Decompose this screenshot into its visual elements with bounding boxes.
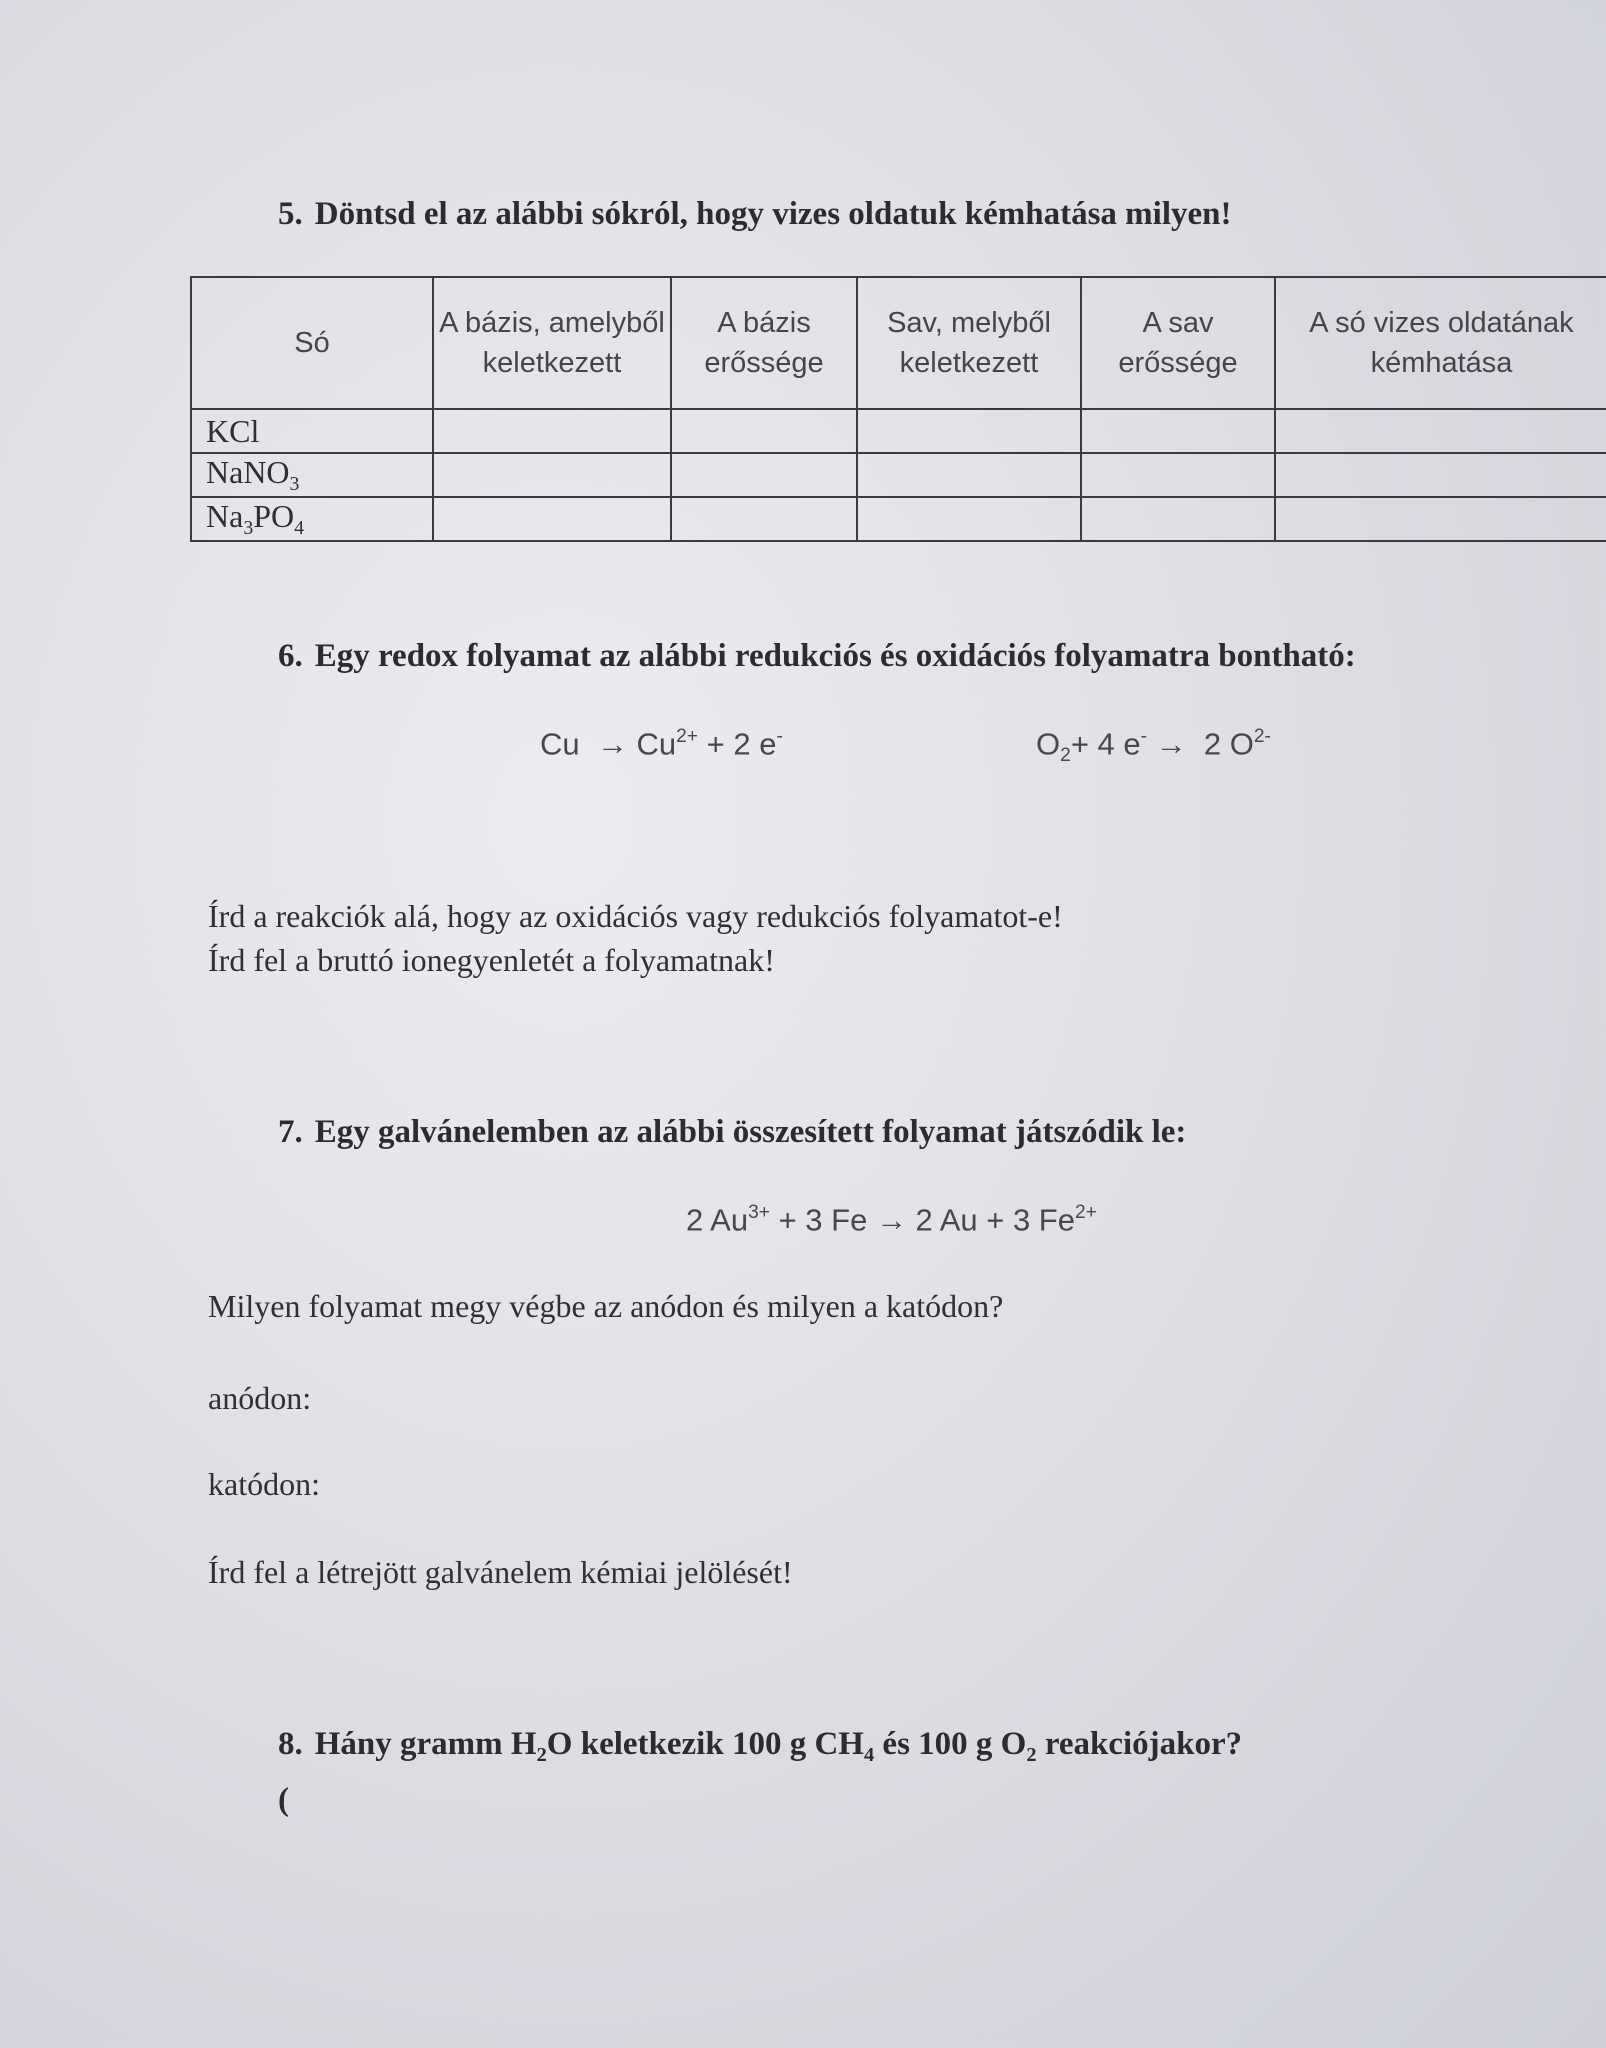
answer-cell[interactable] <box>433 453 671 497</box>
salt-cell: KCl <box>191 409 433 453</box>
question-7-title <box>278 1114 1186 1151</box>
question-5-text: Döntsd el az alábbi sókról, hogy vizes oldatuk kémhatása milyen! <box>314 196 1232 232</box>
question-8-mark: ( <box>278 1782 289 1818</box>
anode-label: anódon: <box>208 1380 312 1416</box>
galvanic-equation: 2 $Au^{3+} + 3$ Fe → 2 Au + 3 $Fe^{2+}$ <box>686 1202 1097 1238</box>
reduction-equation: $O_2+ 4$ e- → 2 $O^{2-}$ <box>1036 726 1271 767</box>
header-acid-strength: A sav erőssége <box>1081 277 1275 409</box>
question-7-number: 7. <box>278 1114 303 1150</box>
header-base: A bázis, amelyből keletkezett <box>433 277 671 409</box>
salt-table <box>190 276 1606 542</box>
answer-cell[interactable] <box>1081 409 1275 453</box>
answer-cell[interactable] <box>857 409 1081 453</box>
question-8-title: 8. Hány gramm $H_2O$ keletkezik 100 g $CH_4$ és 100 g $O_2$ reakciójakor? <box>278 1726 1243 1767</box>
table-row <box>191 497 1606 541</box>
question-8-number: 8. <box>278 1726 303 1762</box>
answer-cell[interactable] <box>433 497 671 541</box>
table-header-row <box>191 277 1606 409</box>
cathode-label: katódon: <box>208 1466 320 1502</box>
question-7-text: Egy galvánelemben az alábbi összesített folyamat játszódik le: <box>314 1114 1187 1150</box>
q6-instruction-1: Írd a reakciók alá, hogy az oxidációs vagy redukciós folyamatot-e! <box>208 898 1063 934</box>
answer-cell[interactable] <box>1275 453 1606 497</box>
answer-cell[interactable] <box>1275 497 1606 541</box>
question-6-number: 6. <box>278 638 303 674</box>
header-base-strength: A bázis erőssége <box>671 277 857 409</box>
answer-cell[interactable] <box>1081 497 1275 541</box>
q6-instruction-2: Írd fel a bruttó ionegyenletét a folyamatnak! <box>208 942 775 978</box>
table-row <box>191 409 1606 453</box>
answer-cell[interactable] <box>857 497 1081 541</box>
header-salt: Só <box>191 277 433 409</box>
answer-cell[interactable] <box>433 409 671 453</box>
header-acid: Sav, melyből keletkezett <box>857 277 1081 409</box>
answer-cell[interactable] <box>1275 409 1606 453</box>
answer-cell[interactable] <box>671 409 857 453</box>
answer-cell[interactable] <box>671 497 857 541</box>
answer-cell[interactable] <box>1081 453 1275 497</box>
salt-cell: $Na_3PO_4$ <box>191 497 433 541</box>
salt-cell: NaNO$_3$ <box>191 453 433 497</box>
question-5-title <box>278 196 1232 233</box>
table-row <box>191 453 1606 497</box>
answer-cell[interactable] <box>671 453 857 497</box>
question-6-title <box>278 638 1356 675</box>
answer-cell[interactable] <box>857 453 1081 497</box>
question-5-number: 5. <box>278 196 303 232</box>
header-ph: A só vizes oldatának kémhatása <box>1275 277 1606 409</box>
question-6-text: Egy redox folyamat az alábbi redukciós és oxidációs folyamatra bontható: <box>314 638 1356 674</box>
q7-question: Milyen folyamat megy végbe az anódon és milyen a katódon? <box>208 1288 1004 1324</box>
oxidation-equation: $Cu \to Cu^{2+} + 2$ e- <box>540 726 783 762</box>
q7-instruction: Írd fel a létrejött galvánelem kémiai jelölését! <box>208 1554 793 1590</box>
